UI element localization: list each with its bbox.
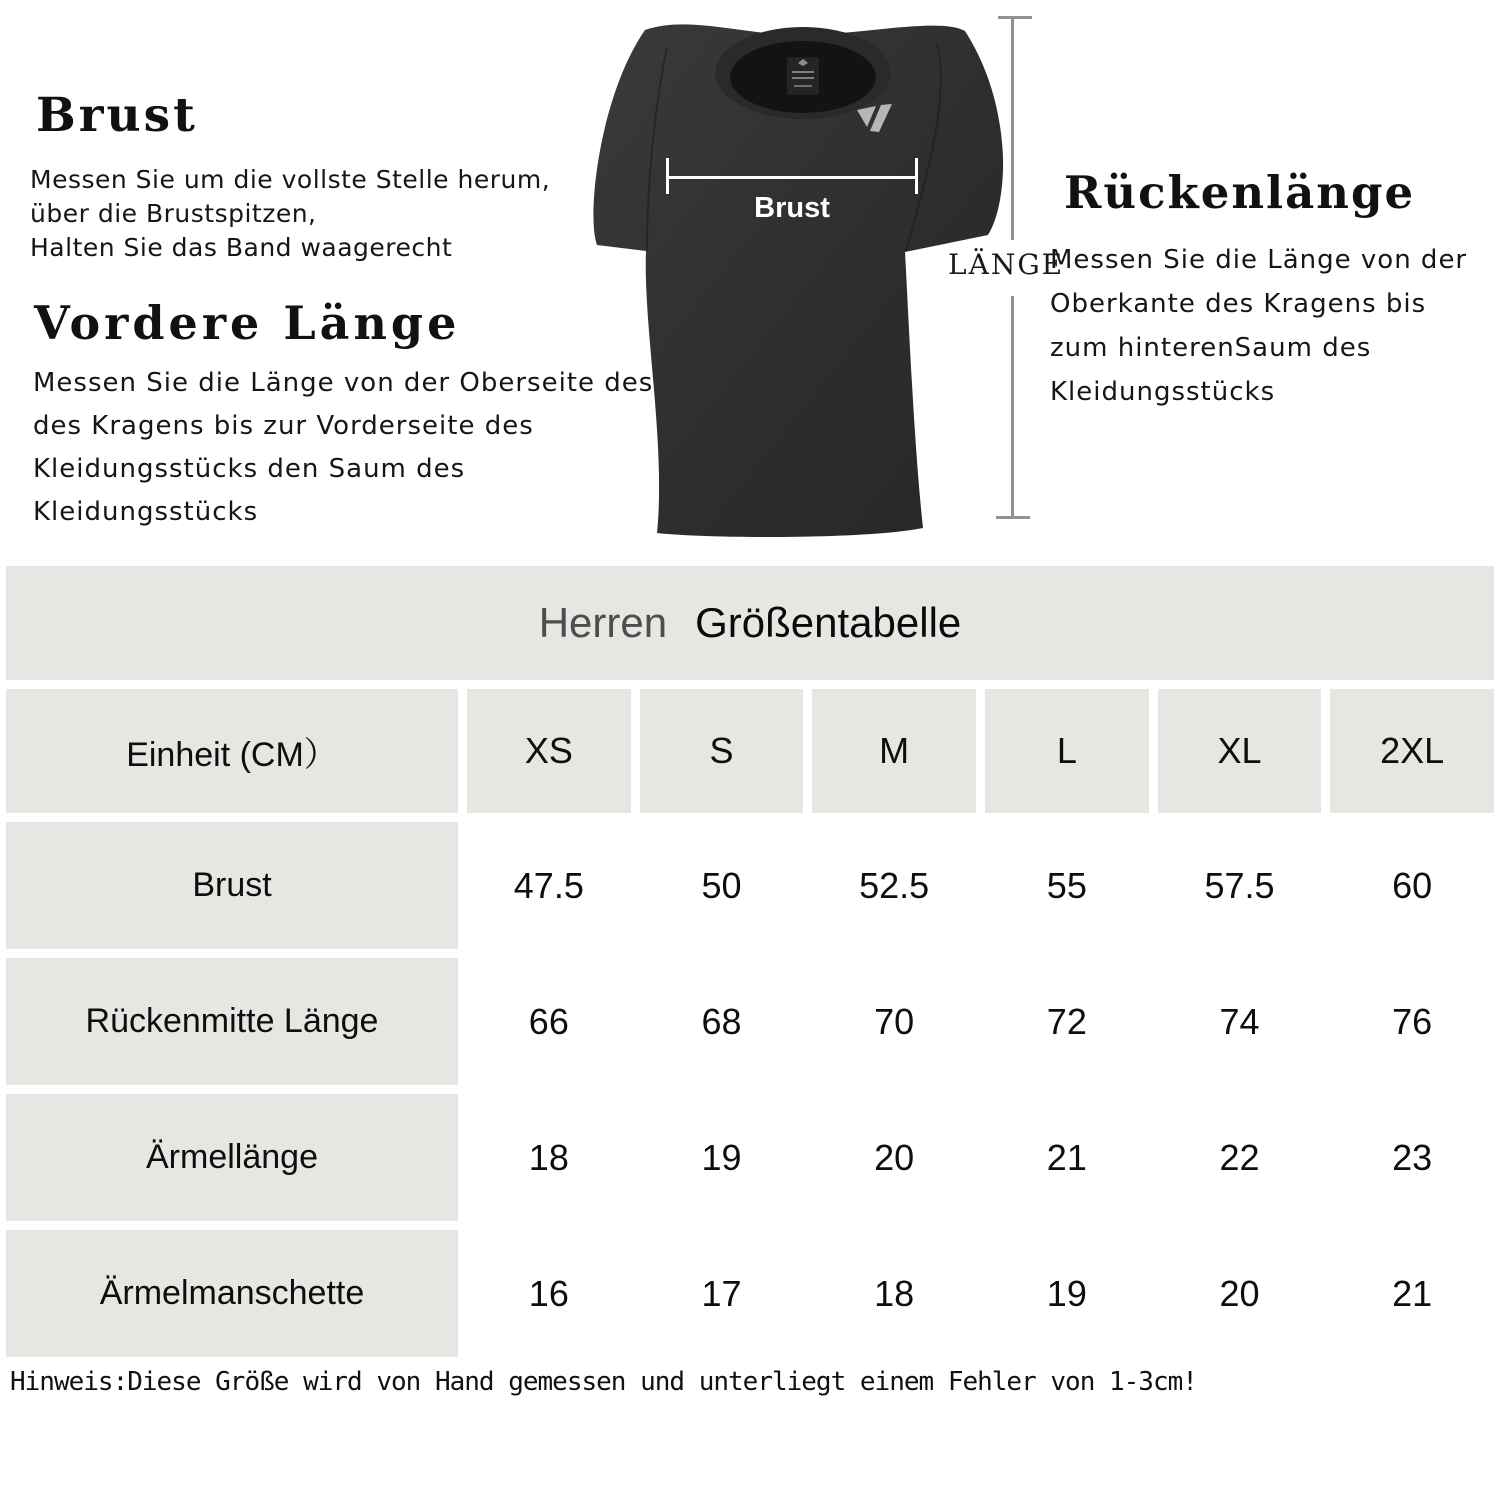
length-measure-label: LÄNGE [948,248,1065,281]
back-length-text-line: Oberkante des Kragens bis [1050,289,1427,319]
chest-section-title: Brust [36,88,198,143]
table-value: 50 [640,822,804,949]
size-table-grid [6,689,1494,1357]
table-value: 19 [640,1094,804,1221]
chest-text-line: Messen Sie um die vollste Stelle herum, [30,165,551,194]
size-table [6,566,1494,1357]
front-length-text-line: des Kragens bis zur Vorderseite des [33,411,534,441]
table-value: 74 [1158,958,1322,1085]
chest-section-text [30,163,550,265]
table-value: 21 [1330,1230,1494,1357]
table-value: 17 [640,1230,804,1357]
table-value: 60 [1330,822,1494,949]
table-value: 16 [467,1230,631,1357]
back-length-text-line: Kleidungsstücks [1050,377,1276,407]
size-header-2xl: 2XL [1330,689,1494,813]
length-line-upper-segment [1011,18,1014,240]
back-length-text-line: Messen Sie die Länge von der [1050,245,1468,275]
table-value: 19 [985,1230,1149,1357]
table-value: 52.5 [812,822,976,949]
table-value: 23 [1330,1094,1494,1221]
table-value: 68 [640,958,804,1085]
table-value: 20 [1158,1230,1322,1357]
table-title-audience: Herren [538,599,668,646]
size-header-l: L [985,689,1149,813]
table-value: 76 [1330,958,1494,1085]
table-value: 20 [812,1094,976,1221]
table-title [6,566,1494,680]
measurement-disclaimer-note: Hinweis:Diese Größe wird von Hand gemessen und unterliegt einem Fehler von 1-3cm! [10,1367,1197,1397]
size-header-m: M [812,689,976,813]
length-line-lower-segment [1011,296,1014,517]
row-label-back-length: Rückenmitte Länge [6,958,458,1085]
neck-size-label [787,57,819,95]
table-value: 18 [467,1094,631,1221]
table-title-text: Größentabelle [695,599,962,646]
size-header-xl: XL [1158,689,1322,813]
table-value: 21 [985,1094,1149,1221]
size-header-xs: XS [467,689,631,813]
chest-text-line: über die Brustspitzen, [30,199,317,228]
front-length-text-line: Kleidungsstücks den Saum des [33,454,466,484]
table-value: 66 [467,958,631,1085]
chest-text-line: Halten Sie das Band waagerecht [30,233,453,262]
table-value: 22 [1158,1094,1322,1221]
table-value: 70 [812,958,976,1085]
table-value: 18 [812,1230,976,1357]
front-length-text-line: Messen Sie die Länge von der Oberseite des [33,368,654,398]
length-line-bottom-tick [996,516,1030,519]
back-length-section-text [1050,238,1467,414]
unit-header-cell: Einheit (CM） [6,689,458,813]
front-length-section-title: Vordere Länge [34,296,461,350]
back-length-section-title: Rückenlänge [1064,166,1416,219]
table-value: 47.5 [467,822,631,949]
size-header-s: S [640,689,804,813]
chest-measure-label: Brust [754,192,830,224]
row-label-sleeve-length: Ärmellänge [6,1094,458,1221]
table-value: 57.5 [1158,822,1322,949]
length-line-top-tick [998,16,1032,19]
row-label-sleeve-cuff: Ärmelmanschette [6,1230,458,1357]
back-length-text-line: zum hinterenSaum des [1050,333,1372,363]
row-label-chest: Brust [6,822,458,949]
table-value: 55 [985,822,1149,949]
table-value: 72 [985,958,1149,1085]
front-length-text-line: Kleidungsstücks [33,497,259,527]
